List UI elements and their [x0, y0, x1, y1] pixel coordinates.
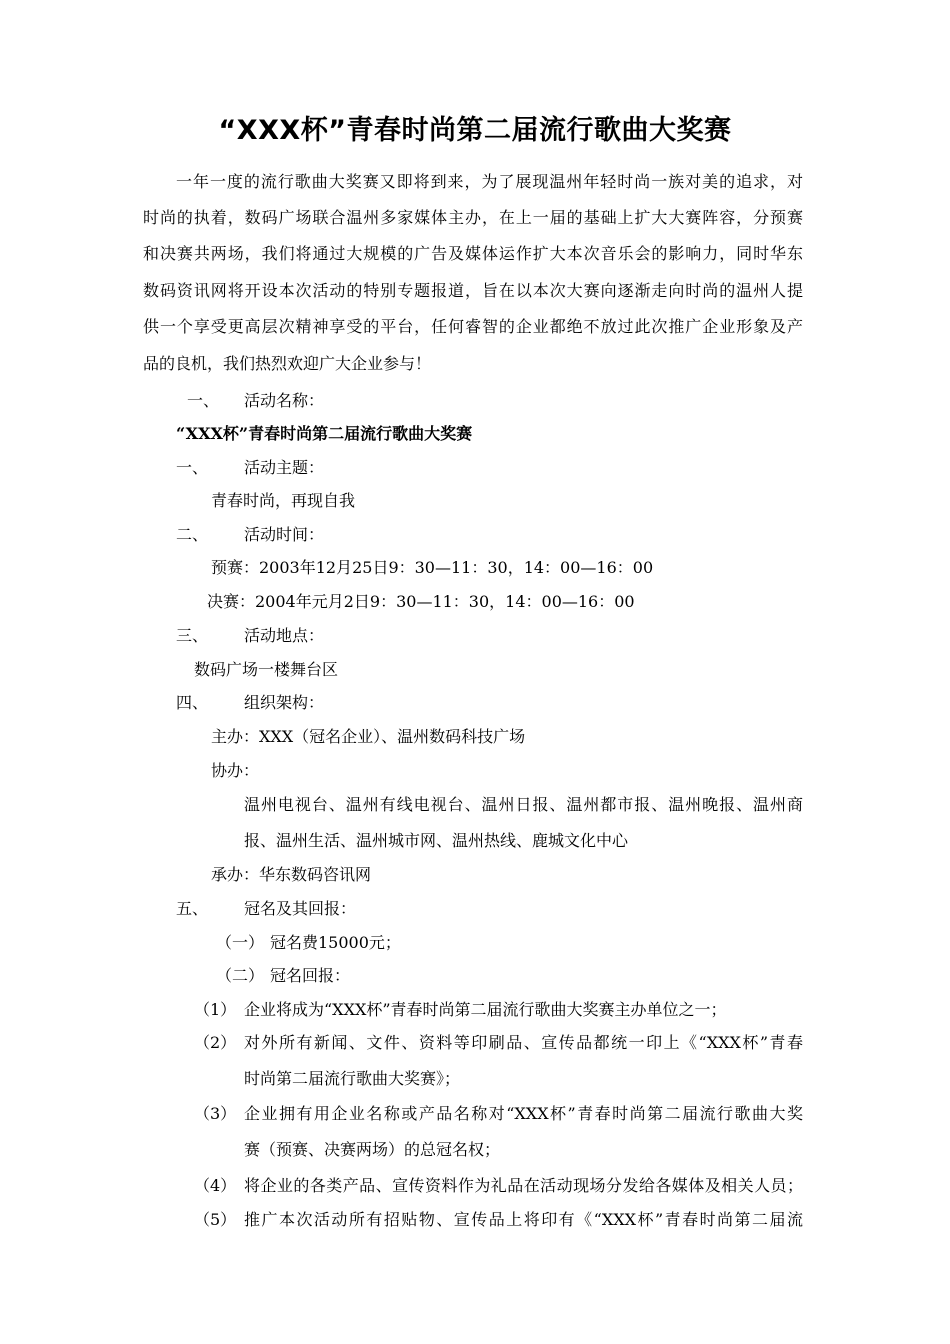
section-number: 一、	[176, 458, 209, 477]
intro-line: 一年一度的流行歌曲大奖赛又即将到来，为了展现温州年轻时尚一族对美的追求，对	[176, 172, 803, 191]
list-number: （3）	[194, 1104, 237, 1123]
list-item: 将企业的各类产品、宣传资料作为礼品在活动现场分发给各媒体及相关人员；	[244, 1176, 803, 1195]
co-host-list: 报、温州生活、温州城市网、温州热线、鹿城文化中心	[244, 831, 629, 850]
list-item-continued: 赛（预赛、决赛两场）的总冠名权；	[244, 1140, 501, 1159]
list-item: 企业将成为“XXX杯”青春时尚第二届流行歌曲大奖赛主办单位之一；	[244, 1000, 727, 1019]
sponsor-fee: 冠名费15000元；	[270, 933, 401, 952]
co-host-label: 协办：	[211, 761, 260, 780]
list-item: 企业拥有用企业名称或产品名称对“XXX杯”青春时尚第二届流行歌曲大奖	[244, 1104, 803, 1123]
list-item-continued: 时尚第二届流行歌曲大奖赛》；	[244, 1069, 461, 1088]
sub-heading: 冠名回报：	[270, 966, 351, 985]
event-location: 数码广场一楼舞台区	[194, 660, 339, 679]
page-title: “XXX杯”青春时尚第二届流行歌曲大奖赛	[218, 115, 732, 146]
sub-number: （二）	[216, 966, 265, 985]
final-time: 决赛：2004年元月2日9：30—11：30，14：00—16：00	[207, 592, 635, 611]
list-number: （5）	[194, 1210, 237, 1229]
section-heading: 活动主题：	[244, 458, 325, 477]
section-heading: 活动地点：	[244, 626, 325, 645]
section-number: 二、	[176, 525, 209, 544]
intro-line: 品的良机，我们热烈欢迎广大企业参与！	[143, 354, 432, 373]
section-heading: 活动名称：	[244, 391, 325, 410]
intro-line: 和决赛共两场，我们将通过大规模的广告及媒体运作扩大本次音乐会的影响力，同时华东	[143, 244, 803, 263]
prelim-time: 预赛：2003年12月25日9：30—11：30，14：00—16：00	[211, 558, 654, 577]
list-item: 对外所有新闻、文件、资料等印刷品、宣传品都统一印上《“XXX杯”青春	[244, 1033, 803, 1052]
intro-line: 数码资讯网将开设本次活动的特别专题报道，旨在以本次大赛向逐渐走向时尚的温州人提	[143, 281, 803, 300]
section-heading: 活动时间：	[244, 525, 325, 544]
intro-line: 供一个享受更高层次精神享受的平台，任何睿智的企业都绝不放过此次推广企业形象及产	[143, 317, 803, 336]
intro-line: 时尚的执着，数码广场联合温州多家媒体主办，在上一届的基础上扩大大赛阵容，分预赛	[143, 208, 803, 227]
event-theme: 青春时尚，再现自我	[211, 491, 356, 510]
section-heading: 组织架构：	[244, 693, 325, 712]
section-heading: 冠名及其回报：	[244, 899, 357, 918]
co-host-list: 温州电视台、温州有线电视台、温州日报、温州都市报、温州晚报、温州商	[244, 795, 803, 814]
host-line: 主办：XXX（冠名企业）、温州数码科技广场	[211, 727, 526, 746]
list-number: （4）	[194, 1176, 237, 1195]
sub-number: （一）	[216, 933, 265, 952]
section-number: 五、	[176, 899, 209, 918]
list-number: （1）	[194, 1000, 237, 1019]
section-number: 一、	[187, 391, 220, 410]
list-item: 推广本次活动所有招贴物、宣传品上将印有《“XXX杯”青春时尚第二届流	[244, 1210, 803, 1229]
section-number: 三、	[176, 626, 209, 645]
event-name: “XXX杯”青春时尚第二届流行歌曲大奖赛	[176, 424, 473, 443]
organizer-line: 承办：华东数码咨讯网	[211, 865, 372, 884]
list-number: （2）	[194, 1033, 237, 1052]
section-number: 四、	[176, 693, 209, 712]
